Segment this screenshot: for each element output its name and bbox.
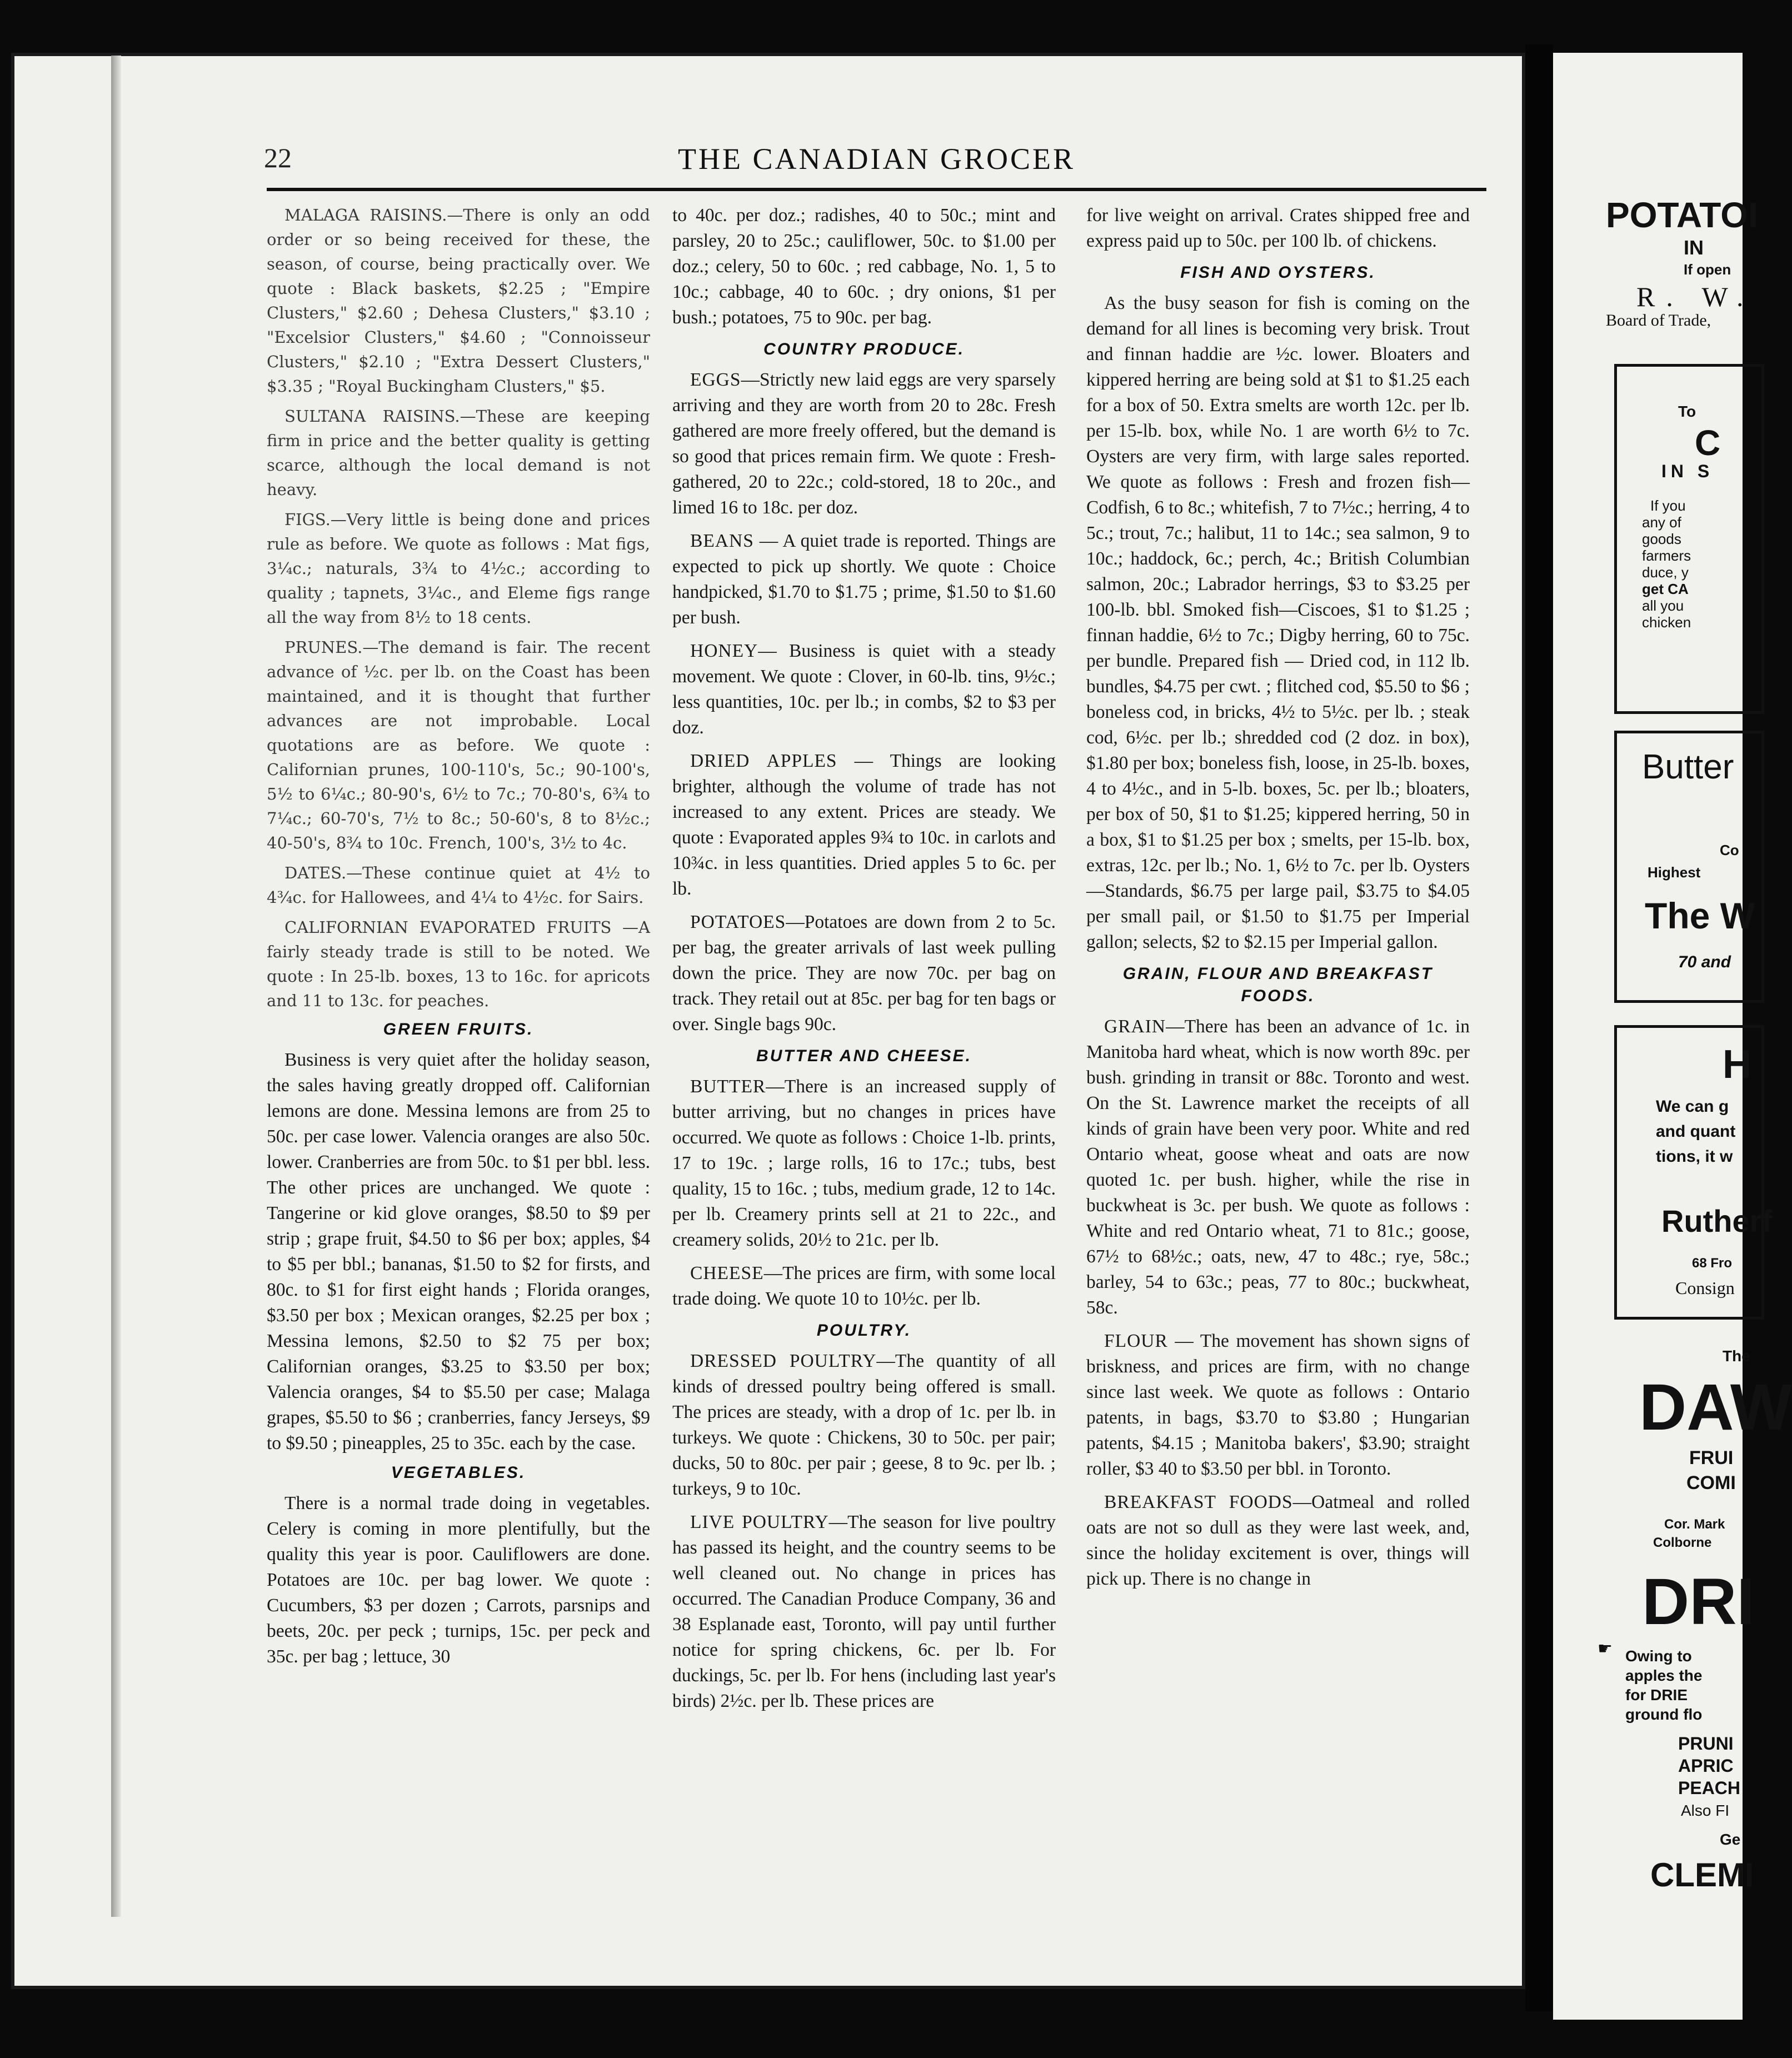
ad-potatoes-heading: POTATOI (1606, 195, 1758, 235)
article-prunes: PRUNES.—The demand is fair. The recent advance of ½c. per lb. on the Coast has been maintained, and it is thought that further advances are not improbable. Local quotations are as before. We quote : Californian prunes, 100-110's, 5c.; 90-100's, 5½ to 6¼c.; 80-90's, 6½ to 7c.; 70-80's, 6¾ to 7¼c.; 60-70's, 7½ to 8c.; 50-60's, 8 to 8½c.; 40-50's, 8¾ to 10c. French, 100's, 3½ to 4c. (267, 638, 650, 852)
lead-live-poultry: LIVE POULTRY (690, 1512, 829, 1532)
ad-we-can: We can g (1656, 1097, 1729, 1116)
section-heading-grain-flour: GRAIN, FLOUR AND BREAKFAST FOODS. (1122, 965, 1434, 1005)
article-californian-fruits: CALIFORNIAN EVAPORATED FRUITS —A fairly steady trade is still to be noted. We quote : In 25-lb. boxes, 13 to 16c. for apricots and 11 to 13c. for peaches. (267, 918, 650, 1010)
ad-to: To (1678, 403, 1696, 420)
ad-68-fro: 68 Fro (1692, 1256, 1733, 1271)
ad-cor-mark: Cor. Mark (1664, 1517, 1725, 1532)
running-title: THE CANADIAN GROCER (678, 142, 1075, 176)
article-live-poultry-continued: for live weight on arrival. Crates shipped free and express paid up to 50c. per 100 lb. of chickens. (1086, 205, 1470, 251)
section-heading-poultry: POULTRY. (816, 1321, 912, 1340)
ad-the: The (1723, 1347, 1750, 1365)
article-beans (672, 528, 1056, 631)
ad-all-you: all you (1642, 597, 1684, 614)
ad-pruni: PRUNI (1678, 1734, 1734, 1754)
ad-c: C (1695, 423, 1721, 463)
text-breakfast-foods: —Oatmeal and rolled oats are not so dull as they were last week, and, since the holiday excitement is over, things will pick up. There is no change in (1086, 1492, 1470, 1589)
page-edge-shadow (111, 56, 121, 1917)
ad-h: H (1723, 1042, 1751, 1087)
column-1 (267, 203, 650, 1675)
ad-daw: DAW (1639, 1371, 1792, 1444)
lead-beans: BEANS (690, 531, 754, 551)
ad-butter: Butter (1642, 748, 1734, 786)
ad-and-quant: and quant (1656, 1122, 1736, 1141)
ad-if-you: If you (1650, 497, 1686, 514)
ad-consign: Consign (1675, 1278, 1735, 1298)
text-dried-apples: — Things are looking brighter, although the volume of trade has not increased to any extent. Prices are steady. We quote : Evaporated apples 9¾ to 10c. in carlots and 10¾c. in less quantities. Dried apples 5 to 6c. per lb. (672, 751, 1056, 899)
article-fish-oysters: As the busy season for fish is coming on the demand for all lines is becoming very brisk. Trout and finnan haddie are ½c. lower. Bloaters and kippered herring are being sold at $1 to $1.25 each for a box of 50. Extra smelts are worth 12c. per lb. per 15-lb. box, while No. 1 are worth 6½ to 7c. Oysters are very firm, with large sales reported. We quote as follows : Fresh and frozen fish—Codfish, 6 to 8c.; whitefish, 7 to 7½c.; herring, 4 to 5c.; trout, 7c.; halibut, 11 to 14c.; sea salmon, 9 to 10c.; haddock, 6c.; perch, 4c.; British Columbian salmon, 20c.; Labrador herrings, $3 to $3.25 per 100-lb. bbl. Smoked fish—Ciscoes, $1 to $1.25 ; finnan haddie, 6½ to 7c.; Digby herring, 60 to 75c. per bundle. Prepared fish — Dried cod, in 112 lb. bundles, $4.75 per cwt. ; flitched cod, $5.50 to $6 ; boneless cod, in bricks, 4½ to 5½c. per lb. ; steak cod, 6½c. per lb.; shredded cod (2 doz. in box), $1.80 per box; boneless fish, loose, in 25-lb. boxes, 4 to 4½c., and in 5-lb. boxes, 5c. per lb.; bloaters, per box of 50, $1 to $1.25; kippered herring, 50 in a box, $1 to $1.25 per box ; smelts, per 15-lb. box, extras, 12c. per lb.; No. 1, 6½ to 7c. per lb. Oysters—Standards, $6.75 per large pail, $3.75 to $4.05 per small pail, or $1.50 to $1.75 per Imperial gallon; selects, $2 to $2.15 per Imperial gallon. (1086, 293, 1470, 952)
ad-duce: duce, y (1642, 564, 1689, 581)
text-live-poultry: —The season for live poultry has passed its height, and the country seems to be well cleaned out. No change in prices has occurred. The Canadian Produce Company, 36 and 38 Esplanade east, Toronto, will pay until further notice for spring chickens, 6c. per lb. For duckings, 5c. per lb. For hens (including last year's birds) 2½c. per lb. These prices are (672, 1512, 1056, 1711)
article-butter (672, 1074, 1056, 1253)
article-dates: DATES.—These continue quiet at 4½ to 4¾c. for Hallowees, and 4¼ to 4½c. for Sairs. (267, 863, 650, 907)
header-rule (267, 188, 1486, 191)
article-malaga-raisins: MALAGA RAISINS.—There is only an odd order or so being received for these, the season, of course, being practically over. We quote : Black baskets, $2.25 ; "Empire Clusters," $2.60 ; Dehesa Clusters," $3.10 ; "Excelsior Clusters," $4.60 ; "Connoisseur Clusters," $2.10 ; "Extra Dessert Clusters," $3.35 ; "Royal Buckingham Clusters," $5. (267, 206, 650, 396)
ad-the-w: The W (1645, 895, 1755, 936)
article-vegetables: There is a normal trade doing in vegetables. Celery is coming in more plentifully, but the quality this year is poor. Cauliflowers are done. Potatoes are 10c. per bag lower. We quote : Cucumbers, $3 per dozen ; Carrots, parsnips and beets, 20c. per peck ; turnips, 15c. per peck and 35c. per bag ; lettuce, 30 (267, 1493, 650, 1667)
ad-highest: Highest (1648, 864, 1701, 881)
lead-eggs: EGGS (690, 369, 741, 390)
section-heading-country-produce: COUNTRY PRODUCE. (763, 340, 965, 358)
article-vegetables-continued: to 40c. per doz.; radishes, 40 to 50c.; mint and parsley, 20 to 25c.; cauliflower, 50c. to $1.00 per doz.; celery, 50 to 60c. ; red cabbage, No. 1, 5 to 10c.; cabbage, 40 to 60c. ; dry onions, $1 per bush.; potatoes, 75 to 90c. per bag. (672, 205, 1056, 328)
ad-ge: Ge (1720, 1831, 1741, 1848)
ad-owing: Owing to (1625, 1647, 1692, 1665)
ad-any-of: any of (1642, 514, 1681, 531)
article-grain (1086, 1014, 1470, 1321)
pointer-hand-icon: ☛ (1598, 1640, 1613, 1658)
article-potatoes (672, 910, 1056, 1037)
ad-in: IN (1684, 236, 1704, 259)
text-grain: —There has been an advance of 1c. in Manitoba hard wheat, which is now worth 89c. per bush. grinding in transit or 88c. Toronto and west. On the St. Lawrence market the receipts of all kinds of grain have been very poor. White and red Ontario wheat, goose wheat and oats are now quoted 1c. per bush. higher, while the rise in buckwheat is 3c. per bush. We quote as follows : White and red Ontario wheat, 71 to 81c.; goose, 67½ to 68½c.; oats, new, 47 to 48c.; rye, 58c.; barley, 54 to 63c.; peas, 77 to 80c.; buckwheat, 58c. (1086, 1016, 1470, 1318)
right-page-advertisements (1553, 53, 1792, 2020)
article-live-poultry (672, 1510, 1056, 1714)
text-cheese: —The prices are firm, with some local trade doing. We quote 10 to 10½c. per lb. (672, 1263, 1056, 1309)
ad-if-open: If open (1684, 261, 1731, 278)
ad-chicken: chicken (1642, 614, 1691, 631)
text-flour: — The movement has shown signs of briskness, and prices are firm, with no change since last week. We quote as follows : Ontario patents, in bags, $3.70 to $3.80 ; Hungarian patents, $4.15 ; Manitoba bakers', $3.90; straight roller, $3 40 to $3.50 per bbl. in Toronto. (1086, 1331, 1470, 1479)
article-figs: FIGS.—Very little is being done and prices rule as before. We quote as follows : Mat figs, 3¼c.; naturals, 3¾ to 4½c.; according to quality ; tapnets, 3¼c., and Eleme figs range all the way from 8½ to 18 cents. (267, 510, 650, 627)
ad-co: Co (1720, 842, 1739, 858)
ad-70-and: 70 and (1678, 953, 1731, 971)
column-3 (1086, 203, 1470, 1600)
ad-ground: ground flo (1625, 1706, 1703, 1723)
lead-dressed-poultry: DRESSED POULTRY (690, 1351, 877, 1371)
text-honey: — Business is quiet with a steady movement. We quote : Clover, in 60-lb. tins, 9½c.; less quantities, 10c. per lb.; in combs, $2 to $3 per doz. (672, 641, 1056, 738)
article-dried-apples (672, 748, 1056, 902)
ad-goods: goods (1642, 531, 1681, 547)
section-heading-vegetables: VEGETABLES. (391, 1463, 526, 1482)
ad-dri: DRI (1642, 1565, 1755, 1639)
column-2 (672, 203, 1056, 1722)
ad-board-of-trade: Board of Trade, (1606, 311, 1711, 329)
text-beans: — A quiet trade is reported. Things are expected to pick up shortly. We quote : Choice handpicked, $1.70 to $1.75 ; prime, $1.50 to $1.60 per bush. (672, 531, 1056, 628)
text-potatoes: —Potatoes are down from 2 to 5c. per bag, the greater arrivals of last week pulling down the price. They are now 70c. per bag on track. They retail out at 85c. per bag for ten bags or over. Single bags 90c. (672, 912, 1056, 1035)
lead-butter: BUTTER (690, 1076, 766, 1097)
article-eggs (672, 367, 1056, 521)
ad-also: Also FI (1681, 1802, 1730, 1819)
ad-comm: COMI (1686, 1472, 1736, 1493)
text-butter: —There is an increased supply of butter arriving, but no changes in prices have occurred. We quote as follows : Choice 1-lb. prints, 17 to 19c. ; large rolls, 16 to 17c.; tubs, best quality, 15 to 16c. ; tubs, medium grade, 12 to 14c. per lb. Creamery prints sell at 21 to 22c., and creamery solids, 20½ to 21c. per lb. (672, 1076, 1056, 1250)
ad-rutherf: Rutherf (1661, 1203, 1773, 1238)
ad-for-dried: for DRIE (1625, 1686, 1688, 1704)
article-breakfast-foods (1086, 1490, 1470, 1592)
article-sultana-raisins: SULTANA RAISINS.—These are keeping firm in price and the better quality is getting scarce, although the local demand is not heavy. (267, 407, 650, 499)
article-flour (1086, 1328, 1470, 1482)
lead-grain: GRAIN (1104, 1016, 1166, 1037)
lead-honey: HONEY (690, 641, 758, 661)
lead-breakfast-foods: BREAKFAST FOODS (1104, 1492, 1293, 1512)
book-gutter (1525, 44, 1553, 2011)
section-heading-fish-oysters: FISH AND OYSTERS. (1180, 263, 1376, 282)
section-heading-green-fruits: GREEN FRUITS. (383, 1020, 534, 1038)
text-dressed-poultry: —The quantity of all kinds of dressed poultry being offered is small. The prices are steady, with a drop of 1c. per lb. in turkeys. We quote : Chickens, 30 to 50c. per pair; ducks, 50 to 80c. per pair ; geese, 8 to 9c. per lb. ; turkeys, 9 to 10c. (672, 1351, 1056, 1499)
ad-peach: PEACH (1678, 1778, 1741, 1798)
ad-colborne: Colborne (1653, 1535, 1712, 1550)
lead-flour: FLOUR (1104, 1331, 1168, 1351)
ad-apples-the: apples the (1625, 1667, 1703, 1684)
article-green-fruits: Business is very quiet after the holiday season, the sales having greatly dropped off. Californian lemons are done. Messina lemons are from 25 to 50c. per case lower. Valencia oranges are also 50c. lower. Cranberries are from 50c. to $1 per bbl. less. The other prices are unchanged. We quote : Tangerine or kid glove oranges, $8.50 to $9 per strip ; grape fruit, $4.50 to $6 per box; apples, $4 to $5 per bbl.; bananas, $1.50 to $2 for firsts, and 80c. to $1 for first eight hands ; Florida oranges, $3.50 per box ; Mexican oranges, $2.25 per box ; Messina lemons, $2.50 to $2 75 per box; Californian oranges, $3.25 to $3.50 per box; Valencia oranges, $4 to $5.50 per case; Malaga grapes, $5.50 to $6 ; cranberries, fancy Jerseys, $9 to $9.50 ; pineapples, 25 to 35c. each by the case. (267, 1050, 650, 1453)
lead-potatoes: POTATOES (690, 912, 786, 932)
text-eggs: —Strictly new laid eggs are very sparsely arriving and they are worth from 20 to 28c. Fresh gathered are more freely offered, but the demand is so good that prices remain firm. We quote : Fresh-gathered, 20 to 22c.; cold-stored, 18 to 20c., and limed 16 to 18c. per doz. (672, 369, 1056, 518)
ad-clem: CLEMI (1650, 1856, 1754, 1894)
ad-get-ca: get CA (1642, 581, 1689, 597)
lead-dried-apples: DRIED APPLES (690, 751, 837, 771)
article-honey (672, 638, 1056, 741)
lead-cheese: CHEESE (690, 1263, 764, 1283)
page-number: 22 (264, 142, 292, 173)
page-header (264, 142, 1486, 181)
article-dressed-poultry (672, 1348, 1056, 1502)
ad-frui: FRUI (1689, 1447, 1734, 1468)
ad-in-s: IN S (1661, 461, 1714, 481)
article-cheese (672, 1261, 1056, 1312)
ad-rw: R. W. (1636, 281, 1755, 312)
section-heading-butter-cheese: BUTTER AND CHEESE. (756, 1047, 972, 1065)
ad-apric: APRIC (1678, 1756, 1734, 1776)
ad-tions: tions, it w (1656, 1147, 1733, 1166)
ad-farmers: farmers (1642, 547, 1691, 564)
